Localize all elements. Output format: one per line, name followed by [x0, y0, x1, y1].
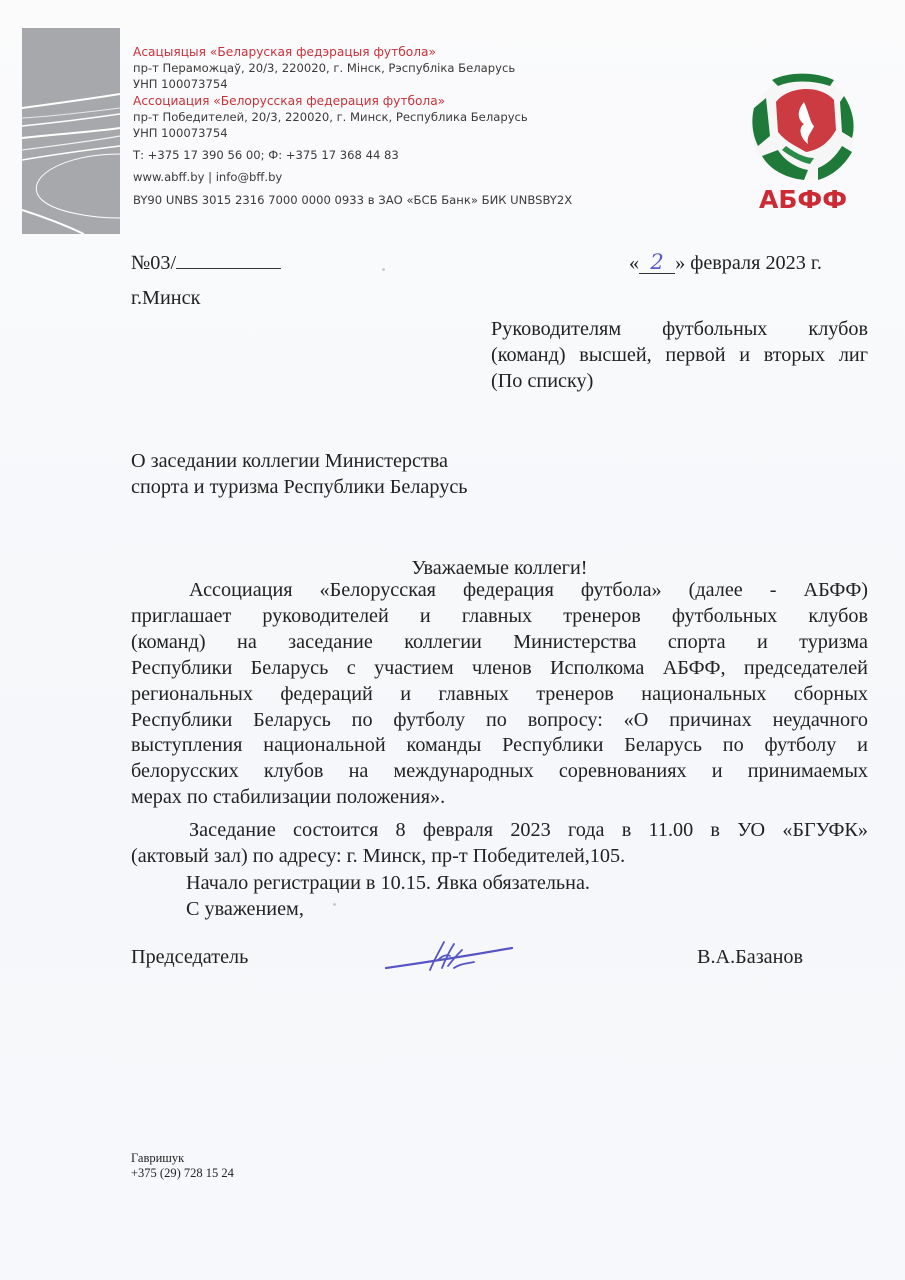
org-phones: Т: +375 17 390 56 00; Ф: +375 17 368 44 83 — [133, 148, 399, 163]
subject-block — [131, 448, 467, 500]
paragraph-line: приглашает руководителей и главных тренеров футбольных клубов — [131, 604, 868, 627]
contact-block — [131, 1151, 234, 1181]
paragraph-line: Ассоциация «Белорусская федерация футбола» (далее - АБФФ) — [189, 579, 868, 601]
org-unp-russian: УНП 100073754 — [133, 126, 228, 141]
org-address-russian: пр-т Победителей, 20/3, 220020, г. Минск, Республика Беларусь — [133, 109, 528, 124]
scan-speck — [382, 268, 385, 271]
org-name-russian: Ассоциация «Белорусская федерация футбола» — [133, 93, 446, 108]
subject-line: спорта и туризма Республики Беларусь — [131, 476, 468, 498]
handwritten-signature-icon — [384, 938, 516, 978]
paragraph-line: мерах по стабилизации положения». — [131, 786, 446, 809]
recipient-line: (По списку) — [491, 370, 594, 392]
body-paragraph-invitation — [131, 578, 868, 811]
paragraph-line: региональных федераций и главных тренеров национальных сборных — [131, 682, 868, 705]
recipient-line: (команд) высшей, первой и вторых лиг — [491, 344, 868, 366]
signer-title: Председатель — [131, 946, 249, 968]
org-name-belarusian: Асацыяцыя «Беларуская федэрацыя футбола» — [133, 45, 436, 59]
document-city: г.Минск — [131, 287, 201, 309]
recipient-line: Руководителям футбольных клубов — [491, 318, 868, 340]
subject-line: О заседании коллегии Министерства — [131, 450, 449, 472]
org-web-email: www.abff.by | info@bff.by — [133, 170, 283, 185]
paragraph-line: выступления национальной команды Республики Беларусь по футболу и — [131, 734, 868, 757]
paragraph-line: Республики Беларусь с участием членов Исполкома АБФФ, председателей — [131, 656, 868, 679]
registration-note: Начало регистрации в 10.15. Явка обязательна. — [186, 872, 590, 894]
document-number-blank — [176, 252, 281, 269]
scan-speck — [333, 903, 336, 906]
abff-logo — [748, 72, 858, 222]
wave-lines-icon — [22, 28, 120, 234]
greeting: Уважаемые коллеги! — [411, 557, 588, 579]
document-date — [629, 250, 822, 276]
paragraph-line: (актовый зал) по адресу: г. Минск, пр-т Победителей,105. — [131, 844, 626, 867]
football-flame-emblem-icon — [748, 72, 858, 182]
date-day-handwritten: 2 — [639, 251, 675, 274]
paragraph-line: Заседание состоится 8 февраля 2023 года в 11.00 в УО «БГУФК» — [189, 819, 868, 841]
document-number — [131, 250, 281, 276]
date-open-quote: « — [629, 252, 640, 274]
paragraph-line: Республики Беларусь по футболу по вопросу: «О причинах неудачного — [131, 708, 868, 731]
logo-text: АБФФ — [759, 185, 847, 214]
contact-name: Гавришук — [131, 1151, 185, 1165]
signer-name: В.А.Базанов — [697, 946, 804, 968]
paragraph-line: белорусских клубов на международных соревнованиях и принимаемых — [131, 760, 868, 783]
closing-phrase: С уважением, — [186, 898, 304, 920]
document-number-prefix: №03/ — [131, 252, 177, 274]
paragraph-line: (команд) на заседание коллегии Министерства спорта и туризма — [131, 630, 868, 653]
org-bank-details: BY90 UNBS 3015 2316 7000 0000 0933 в ЗАО «БСБ Банк» БИК UNBSBY2X — [133, 192, 573, 207]
recipient-block — [491, 316, 868, 394]
letterhead-wave-art — [22, 28, 120, 234]
letterhead-text — [133, 44, 572, 208]
date-month-year: » февраля 2023 г. — [675, 252, 822, 274]
contact-phone: +375 (29) 728 15 24 — [131, 1166, 234, 1180]
org-unp-belarusian: УНП 100073754 — [133, 77, 228, 92]
org-address-belarusian: пр-т Пераможцаў, 20/3, 220020, г. Мінск, Рэспубліка Беларусь — [133, 61, 516, 76]
body-paragraph-meeting-details — [131, 818, 868, 870]
